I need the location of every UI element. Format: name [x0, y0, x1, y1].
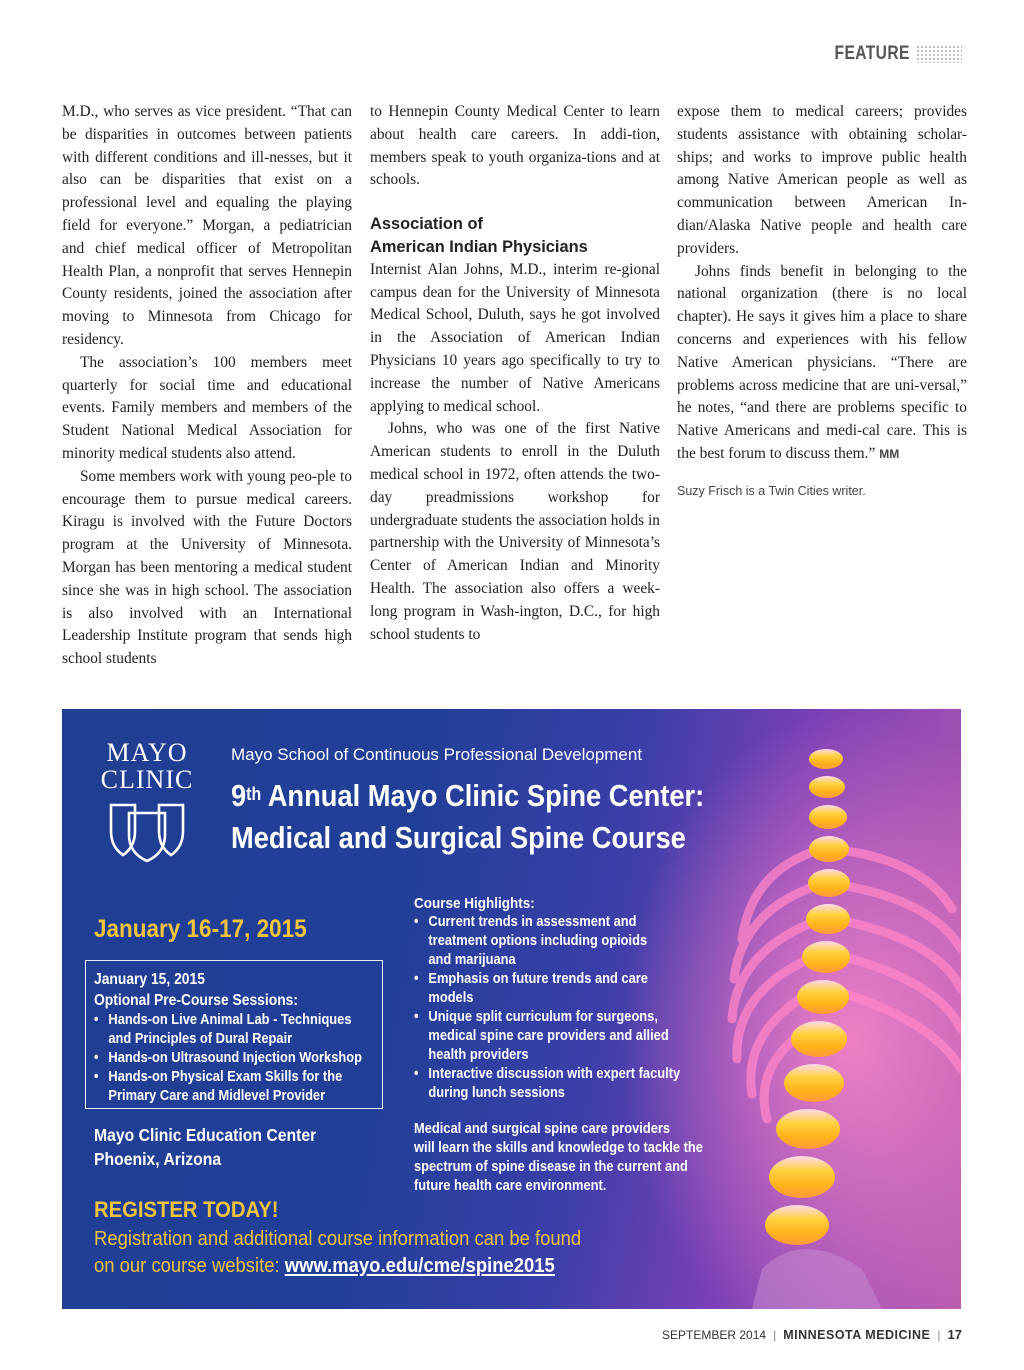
article-paragraph: Internist Alan Johns, M.D., interim re-gional campus dean for the University of Minnesota Medical School, Duluth, says he got involved in the Association of American Indian Physicians 10 years ago specifically to try to increase the number of Native Americans applying to medical school.: [370, 260, 660, 415]
list-item-text: medical spine care providers and allied: [428, 1028, 669, 1044]
logo-text-line: MAYO: [106, 738, 188, 767]
list-item: [414, 1065, 680, 1103]
article-text: Johns finds benefit in belonging to the national organization (there is no local chapter). He says it gives him a place to share concerns and experiences with his fellow Native American physicians. “There are problems across medicine that are uni-versal,” he notes, “and there are problems specific to Native Americans and medi-cal care. This is the best forum to discuss them.”: [677, 262, 967, 462]
list-item-text: Hands-on Physical Exam Skills for the: [108, 1069, 343, 1085]
article-paragraph: [677, 261, 967, 466]
author-byline: Suzy Frisch is a Twin Cities writer.: [677, 483, 866, 498]
highlights-list: [414, 913, 680, 1103]
section-header: [818, 42, 962, 66]
article-paragraph: M.D., who serves as vice president. “That can be disparities in outcomes between patients with different conditions and ill-nesses, but it also can be disparities that exist on a professional level and equaling the playing field for everyone.” Morgan, a pediatrician and chief medical officer of Metropolitan Health Plan, a nonprofit that serves Hennepin County residents, joined the association after moving to Minnesota from Chicago for residency.: [62, 103, 352, 348]
article-column-1: [62, 101, 352, 671]
list-item-text: and Principles of Dural Repair: [108, 1031, 293, 1047]
list-item-text: Hands-on Ultrasound Injection Workshop: [108, 1050, 362, 1066]
highlights-heading: Course Highlights:: [414, 895, 535, 912]
list-item-text: Unique split curriculum for surgeons,: [428, 1009, 658, 1025]
subheading-line: American Indian Physicians: [370, 237, 588, 256]
article-column-2: [370, 101, 660, 646]
issue-date: SEPTEMBER 2014: [662, 1327, 767, 1342]
section-subheading: [370, 213, 660, 259]
description-line: future health care environment.: [414, 1178, 607, 1194]
mayo-clinic-advertisement: [62, 709, 961, 1309]
location-line: Phoenix, Arizona: [94, 1149, 222, 1169]
list-item-text: during lunch sessions: [428, 1085, 565, 1101]
footer-divider: |: [773, 1327, 777, 1342]
title-text: Annual Mayo Clinic Spine Center:: [261, 778, 705, 813]
course-title: [231, 775, 704, 859]
article-paragraph: The association’s 100 members meet quarterly for social time and educational events. Family members and members of the Student National Medical Association for minority medical students also attend.: [62, 353, 352, 462]
course-date: January 16-17, 2015: [94, 915, 307, 943]
article-paragraph: Johns, who was one of the first Native American students to enroll in the Duluth medical school in 1972, often attends the two-day preadmissions workshop for undergraduate students the association holds in partnership with the University of Minnesota’s Center of American Indian and Minority Health. The association also offers a week-long program in Wash-ington, D.C., for high school students to: [370, 420, 660, 643]
signoff-mark: MM: [879, 446, 900, 461]
article-paragraph: to Hennepin County Medical Center to learn about health care careers. In addi-tion, members speak to youth organiza-tions and at schools.: [370, 103, 660, 189]
dot-pattern-decoration: [916, 45, 962, 63]
list-item: [414, 913, 680, 970]
list-item: [94, 1049, 362, 1068]
description-line: will learn the skills and knowledge to tackle the: [414, 1140, 703, 1156]
footer-divider: |: [937, 1327, 941, 1342]
list-item-text: models: [428, 990, 474, 1006]
ad-subtitle: Mayo School of Continuous Professional Development: [231, 745, 643, 764]
list-item-text: Current trends in assessment and: [428, 914, 637, 930]
precourse-box: [85, 960, 383, 1109]
title-number: 9: [231, 778, 247, 813]
list-item-text: Hands-on Live Animal Lab - Techniques: [108, 1012, 352, 1028]
precourse-date: January 15, 2015: [94, 971, 205, 988]
magazine-name: MINNESOTA MEDICINE: [783, 1327, 931, 1342]
location-line: Mayo Clinic Education Center: [94, 1125, 317, 1145]
course-website-link[interactable]: www.mayo.edu/cme/spine2015: [284, 1254, 555, 1277]
course-highlights: [414, 894, 680, 1103]
list-item-text: health providers: [428, 1047, 529, 1063]
list-item: [414, 1008, 680, 1065]
description-line: Medical and surgical spine care providers: [414, 1121, 671, 1137]
list-item-text: Emphasis on future trends and care: [428, 971, 648, 987]
register-line: [94, 1252, 581, 1279]
list-item-text: Interactive discussion with expert faculty: [428, 1066, 681, 1082]
register-prefix: on our course website:: [94, 1254, 285, 1277]
title-ordinal: th: [246, 784, 262, 804]
list-item: [94, 1068, 353, 1106]
event-location: [94, 1123, 316, 1171]
logo-text-line: CLINIC: [100, 765, 194, 794]
list-item: [414, 970, 680, 1008]
subheading-line: Association of: [370, 215, 483, 234]
register-heading: REGISTER TODAY!: [94, 1197, 279, 1222]
article-paragraph: Some members work with young peo-ple to encourage them to pursue medical careers. Kiragu is involved with the Future Doctors program at the University of Minnesota. Morgan has been mentoring a medical student since she was in high school. The association is also involved with an International Leadership Institute program that sends high school students: [62, 467, 352, 668]
title-text-line2: Medical and Surgical Spine Course: [231, 820, 686, 855]
description-line: spectrum of spine disease in the current and: [414, 1159, 688, 1175]
page-number: 17: [947, 1327, 962, 1342]
article-column-3: [677, 101, 967, 503]
register-line: Registration and additional course information can be found: [94, 1227, 582, 1250]
triple-shield-icon: [105, 801, 189, 863]
course-description: [414, 1120, 703, 1196]
article-paragraph: expose them to medical careers; provides students assistance with obtaining scholar-ships; and works to improve public health among Native American people as well as communication between American In-dian/Alaska Native people and health care providers.: [677, 103, 967, 257]
register-text: [94, 1225, 581, 1279]
list-item-text: treatment options including opioids: [428, 933, 648, 949]
section-label: FEATURE: [834, 43, 910, 64]
page-footer: [662, 1327, 962, 1342]
precourse-list: [94, 1011, 362, 1106]
list-item-text: and marijuana: [428, 952, 516, 968]
mayo-clinic-logo: [92, 739, 202, 868]
list-item-text: Primary Care and Midlevel Provider: [108, 1088, 326, 1104]
precourse-heading: Optional Pre-Course Sessions:: [94, 992, 298, 1009]
list-item: [94, 1011, 353, 1049]
